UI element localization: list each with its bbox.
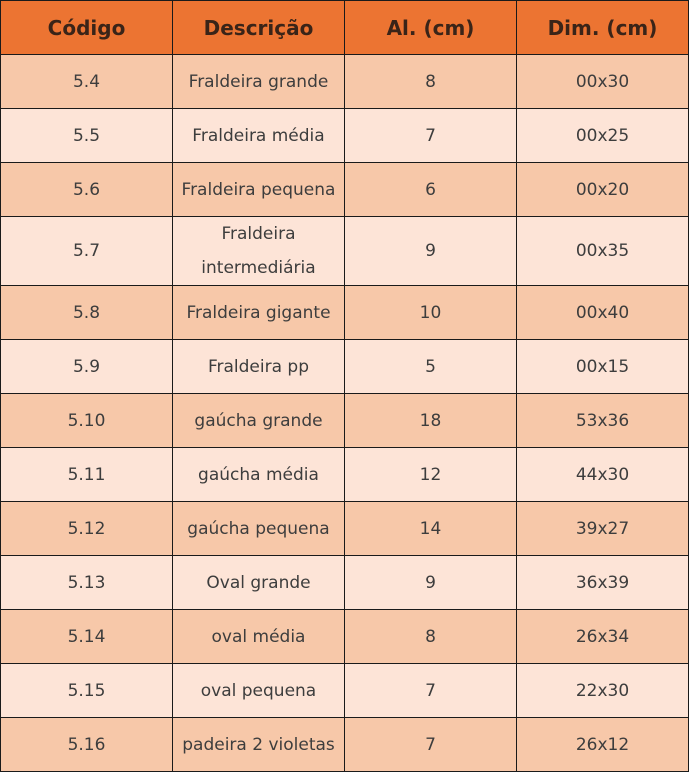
cell-dimensao: 00x25 (517, 109, 689, 163)
table-row (1, 55, 689, 109)
cell-codigo: 5.16 (1, 718, 173, 772)
cell-descricao: oval pequena (173, 664, 345, 718)
cell-descricao: gaúcha pequena (173, 502, 345, 556)
cell-descricao: Fraldeira gigante (173, 286, 345, 340)
header-codigo: Código (1, 1, 173, 55)
table-row (1, 448, 689, 502)
cell-altura: 8 (345, 55, 517, 109)
table-header (1, 1, 689, 55)
cell-codigo: 5.4 (1, 55, 173, 109)
cell-dimensao: 26x34 (517, 610, 689, 664)
cell-descricao: oval média (173, 610, 345, 664)
table-row (1, 286, 689, 340)
cell-dimensao: 36x39 (517, 556, 689, 610)
cell-altura: 12 (345, 448, 517, 502)
table-row (1, 109, 689, 163)
cell-altura: 9 (345, 217, 517, 286)
cell-dimensao: 00x15 (517, 340, 689, 394)
cell-codigo: 5.5 (1, 109, 173, 163)
cell-codigo: 5.14 (1, 610, 173, 664)
cell-codigo: 5.15 (1, 664, 173, 718)
cell-descricao: Fraldeira média (173, 109, 345, 163)
cell-dimensao: 00x20 (517, 163, 689, 217)
cell-descricao: Oval grande (173, 556, 345, 610)
cell-codigo: 5.12 (1, 502, 173, 556)
table-row (1, 502, 689, 556)
cell-altura: 6 (345, 163, 517, 217)
cell-codigo: 5.6 (1, 163, 173, 217)
cell-dimensao: 00x35 (517, 217, 689, 286)
cell-altura: 5 (345, 340, 517, 394)
table-row (1, 556, 689, 610)
header-descricao: Descrição (173, 1, 345, 55)
cell-altura: 18 (345, 394, 517, 448)
cell-codigo: 5.11 (1, 448, 173, 502)
cell-codigo: 5.10 (1, 394, 173, 448)
cell-altura: 9 (345, 556, 517, 610)
cell-descricao: gaúcha média (173, 448, 345, 502)
cell-descricao: gaúcha grande (173, 394, 345, 448)
header-row (1, 1, 689, 55)
cell-dimensao: 00x40 (517, 286, 689, 340)
cell-altura: 7 (345, 718, 517, 772)
cell-dimensao: 44x30 (517, 448, 689, 502)
table-row (1, 340, 689, 394)
cell-descricao: Fraldeira pp (173, 340, 345, 394)
table-row (1, 610, 689, 664)
header-altura: Al. (cm) (345, 1, 517, 55)
cell-altura: 7 (345, 109, 517, 163)
cell-altura: 7 (345, 664, 517, 718)
cell-dimensao: 00x30 (517, 55, 689, 109)
cell-codigo: 5.8 (1, 286, 173, 340)
cell-descricao: Fraldeira grande (173, 55, 345, 109)
cell-descricao: Fraldeira pequena (173, 163, 345, 217)
cell-codigo: 5.7 (1, 217, 173, 286)
cell-dimensao: 39x27 (517, 502, 689, 556)
table-row (1, 718, 689, 772)
cell-dimensao: 26x12 (517, 718, 689, 772)
cell-altura: 10 (345, 286, 517, 340)
table-row (1, 664, 689, 718)
cell-descricao: padeira 2 violetas (173, 718, 345, 772)
header-dimensao: Dim. (cm) (517, 1, 689, 55)
cell-descricao: Fraldeira intermediária (173, 217, 345, 286)
cell-altura: 8 (345, 610, 517, 664)
cell-altura: 14 (345, 502, 517, 556)
cell-codigo: 5.13 (1, 556, 173, 610)
table-row (1, 163, 689, 217)
cell-codigo: 5.9 (1, 340, 173, 394)
cell-dimensao: 22x30 (517, 664, 689, 718)
cell-dimensao: 53x36 (517, 394, 689, 448)
table-body (1, 55, 689, 772)
table-row (1, 394, 689, 448)
table-row (1, 217, 689, 286)
